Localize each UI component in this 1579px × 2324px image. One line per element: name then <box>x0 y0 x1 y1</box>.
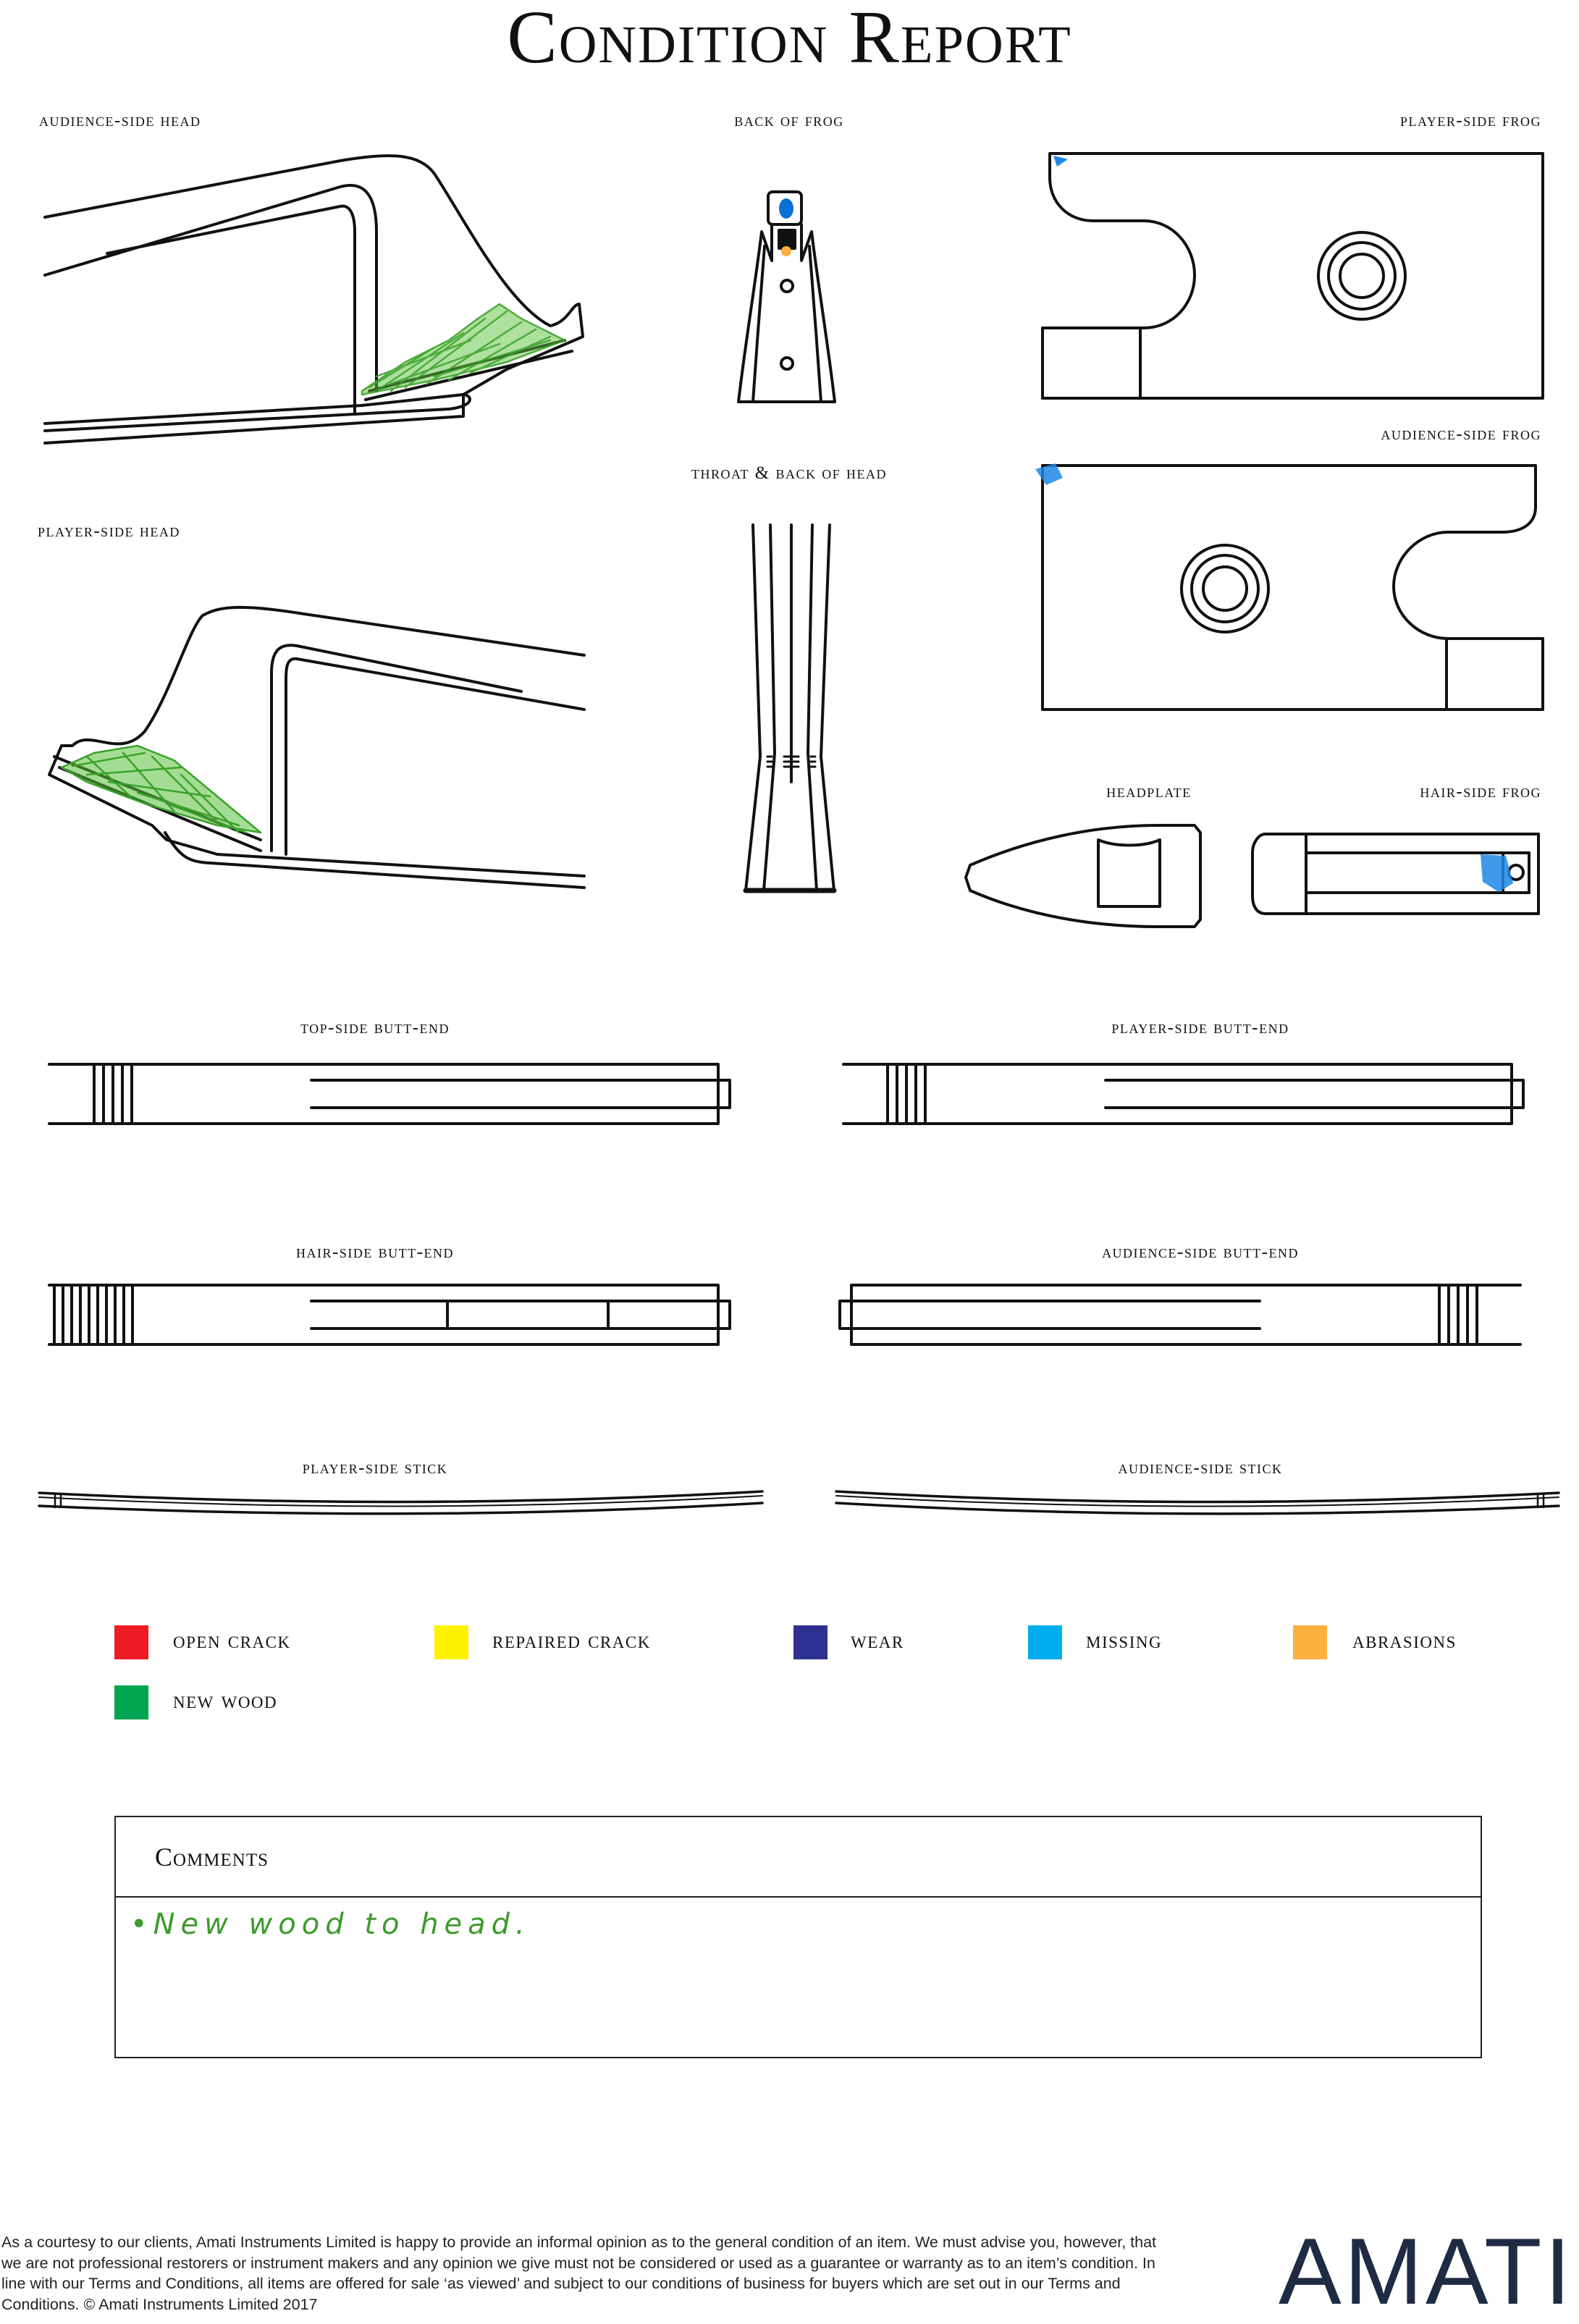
label-audience-side-frog: audience-side frog <box>1381 424 1541 444</box>
amati-logo: AMATI <box>1279 2218 1574 2324</box>
missing-marking-player-frog <box>1053 156 1068 167</box>
player-side-stick-drawing <box>39 1491 762 1514</box>
label-player-side-butt-end: player-side butt-end <box>1111 1018 1289 1037</box>
legend-label-wear: wear <box>851 1628 904 1654</box>
label-back-of-frog: back of frog <box>734 111 844 130</box>
hair-side-butt-end-drawing <box>49 1285 730 1344</box>
legend-label-open-crack: open crack <box>173 1628 291 1654</box>
label-player-side-head: player-side head <box>38 521 180 541</box>
legend-swatch-wear <box>793 1625 828 1659</box>
legend-label-abrasions: abrasions <box>1352 1628 1457 1654</box>
new-wood-marking-player-head <box>62 746 261 833</box>
label-player-side-stick: player-side stick <box>302 1458 448 1478</box>
comments-header <box>116 1817 1481 1898</box>
label-headplate: headplate <box>1106 782 1192 801</box>
legend-label-repaired-crack: repaired crack <box>492 1628 651 1654</box>
legend-label-missing: missing <box>1086 1628 1163 1654</box>
player-side-frog-drawing <box>1043 153 1543 398</box>
label-audience-side-butt-end: audience-side butt-end <box>1102 1242 1299 1262</box>
comments-title: Comments <box>155 1843 269 1872</box>
comments-handwritten-text: •New wood to head. <box>130 1908 531 1941</box>
disclaimer-text: As a courtesy to our clients, Amati Instruments Limited is happy to provide an informal opinion as to the general condition of an item. We must advise you, however, that we are not professional restorers or instrument makers and any opinion we give must not be considered or used as a guarantee or warranty as to an item’s condition. In line with our Terms and Conditions, all items are offered for sale ‘as viewed’ and subject to our conditions of business for buyers which are set out in our Terms and Conditions. © Amati Instruments Limited 2017 <box>1 2234 1157 2313</box>
label-top-side-butt-end: top-side butt-end <box>300 1018 450 1037</box>
legend-swatch-abrasions <box>1293 1625 1327 1659</box>
legend-label-new-wood: new wood <box>173 1688 278 1714</box>
player-side-butt-end-drawing <box>843 1064 1523 1124</box>
audience-side-stick-drawing <box>836 1491 1559 1514</box>
legend-swatch-open-crack <box>114 1625 148 1659</box>
label-audience-side-head: audience-side head <box>39 111 201 130</box>
back-of-frog-drawing <box>738 192 835 402</box>
page-title: Condition Report <box>507 0 1072 79</box>
missing-marking-hair-frog <box>1481 854 1513 892</box>
comments-box <box>114 1816 1482 2058</box>
audience-side-head-drawing <box>45 156 583 443</box>
legend-swatch-repaired-crack <box>434 1625 468 1659</box>
label-hair-side-butt-end: hair-side butt-end <box>296 1242 454 1262</box>
legend-swatch-new-wood <box>114 1685 148 1719</box>
new-wood-marking-audience-head <box>362 304 565 395</box>
audience-side-frog-drawing <box>1043 466 1543 710</box>
label-audience-side-stick: audience-side stick <box>1118 1458 1283 1478</box>
throat-back-of-head-drawing <box>746 525 834 891</box>
label-hair-side-frog: hair-side frog <box>1420 782 1541 801</box>
top-side-butt-end-drawing <box>49 1064 730 1124</box>
label-throat-back-of-head: throat & back of head <box>691 463 887 483</box>
headplate-drawing <box>966 825 1200 927</box>
legend-swatch-missing <box>1028 1625 1062 1659</box>
label-player-side-frog: player-side frog <box>1400 111 1541 130</box>
audience-side-butt-end-drawing <box>840 1285 1520 1344</box>
